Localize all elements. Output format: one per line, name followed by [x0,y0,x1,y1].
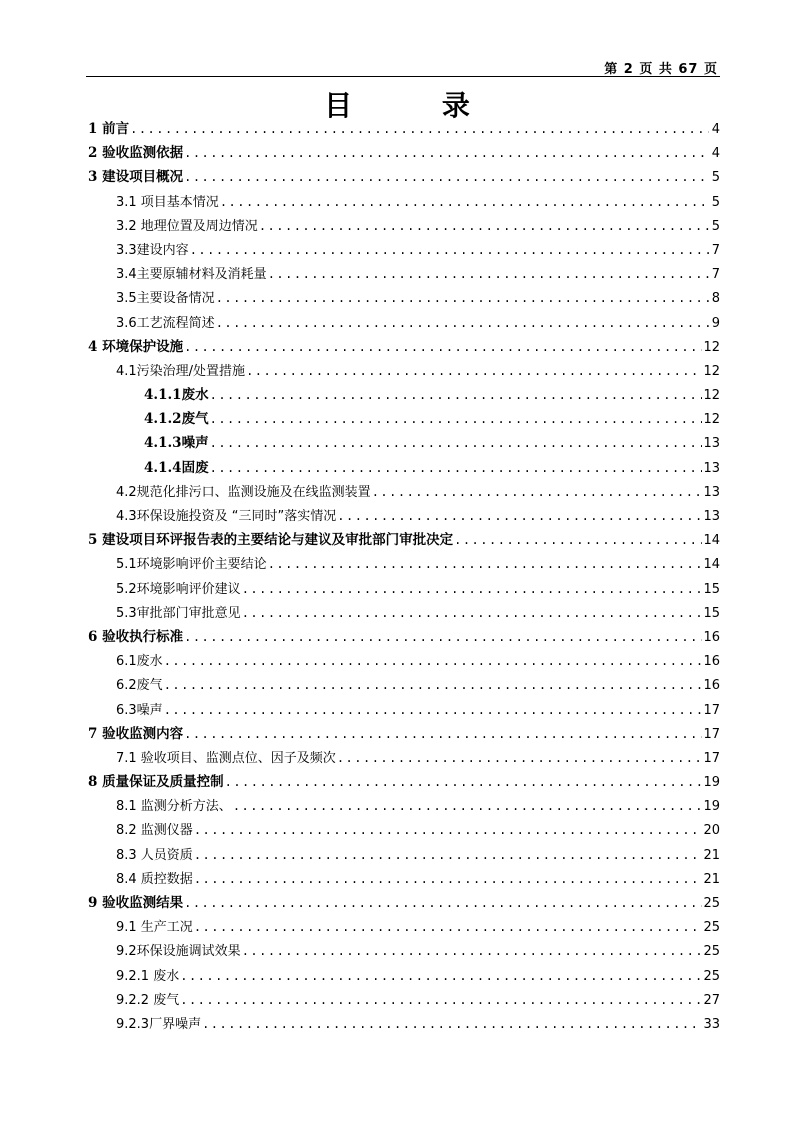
toc-entry[interactable] [88,383,720,407]
toc-entry-page: 9 [711,315,720,331]
toc-entry[interactable] [88,528,720,552]
toc-entry[interactable] [88,165,720,189]
toc-entry-page: 25 [703,968,720,984]
toc-entry-label: 4.1污染治理/处置措施 [116,363,246,379]
toc-entry-label: 1 前言 [88,121,130,137]
toc-entry-label: 4.3环保设施投资及 “三同时”落实情况 [116,509,337,524]
toc-dot-leader [202,1012,702,1036]
toc-entry[interactable] [88,794,720,818]
toc-entry-label: 9.2.3厂界噪声 [116,1016,202,1032]
toc-entry-label: 5.3审批部门审批意见 [116,605,241,621]
toc-entry-label: 3.3建设内容 [116,242,189,258]
toc-dot-leader [216,311,709,335]
table-of-contents [88,117,720,1036]
toc-entry-page: 27 [703,992,720,1008]
toc-entry[interactable] [88,141,720,165]
toc-entry[interactable] [88,698,720,722]
toc-entry-label: 4.1.4固废 [144,459,209,476]
toc-dot-leader [242,939,703,963]
toc-dot-leader [180,964,702,988]
toc-entry[interactable] [88,746,720,770]
toc-entry[interactable] [88,190,720,214]
toc-dot-leader [337,746,703,770]
toc-entry-label: 9.2环保设施调试效果 [116,944,241,960]
toc-entry[interactable] [88,964,720,988]
toc-entry-label: 8 质量保证及质量控制 [88,774,224,791]
toc-dot-leader [242,577,703,601]
toc-entry-label: 9 验收监测结果 [88,895,184,911]
page-indicator: 第 2 页 共 67 页 [604,62,718,77]
toc-entry-label: 9.2.1 废水 [116,968,180,984]
toc-dot-leader [164,649,703,673]
toc-entry-page: 17 [703,726,720,742]
toc-entry-page: 5 [711,194,720,210]
toc-dot-leader [210,431,703,455]
toc-entry[interactable] [88,262,720,286]
toc-entry-label: 8.4 质控数据 [116,871,193,887]
toc-dot-leader [194,915,703,939]
toc-entry-page: 7 [711,242,720,258]
toc-entry-label: 6.3噪声 [116,702,163,718]
toc-entry-label: 2 验收监测依据 [88,145,184,162]
toc-entry[interactable] [88,407,720,431]
toc-entry-label: 3.4主要原辅材料及消耗量 [116,267,267,283]
toc-dot-leader [337,504,702,528]
toc-entry-label: 8.1 监测分析方法、 [116,799,232,815]
toc-dot-leader [194,843,703,867]
toc-entry-page: 12 [703,388,720,404]
toc-entry-page: 16 [703,654,720,670]
toc-dot-leader [454,528,702,552]
toc-entry-label: 7 验收监测内容 [88,725,184,742]
toc-entry-label: 3 建设项目概况 [88,169,184,186]
toc-dot-leader [242,601,703,625]
toc-entry[interactable] [88,456,720,480]
toc-entry[interactable] [88,480,720,504]
toc-dot-leader [259,214,709,238]
toc-entry-page: 15 [703,581,720,597]
toc-dot-leader [164,673,703,697]
toc-entry[interactable] [88,988,720,1012]
toc-dot-leader [180,988,702,1012]
toc-entry-page: 21 [703,847,720,863]
toc-entry-page: 25 [703,944,720,960]
toc-entry[interactable] [88,238,720,262]
toc-entry-page: 4 [711,122,720,137]
toc-entry-label: 9.1 生产工况 [116,920,193,936]
toc-entry-label: 4.2规范化排污口、监测设施及在线监测装置 [116,484,371,500]
toc-entry-page: 7 [711,267,720,283]
toc-entry-label: 4 环境保护设施 [88,338,184,355]
toc-dot-leader [246,359,702,383]
toc-entry-page: 20 [703,823,720,839]
toc-dot-leader [184,165,709,189]
toc-dot-leader [268,552,703,576]
toc-entry-page: 12 [703,339,720,355]
toc-entry[interactable] [88,577,720,601]
toc-dot-leader [164,698,703,722]
toc-entry-label: 4.1.1废水 [144,387,209,404]
toc-entry[interactable] [88,843,720,867]
toc-entry-page: 13 [703,460,720,476]
toc-entry-label: 5.1环境影响评价主要结论 [116,557,267,573]
toc-entry-page: 5 [711,170,720,186]
toc-entry-page: 12 [703,363,720,379]
toc-entry-page: 13 [703,484,720,500]
toc-entry-label: 8.3 人员资质 [116,847,193,863]
toc-dot-leader [210,407,703,431]
toc-entry[interactable] [88,311,720,335]
toc-entry[interactable] [88,117,720,141]
toc-entry[interactable] [88,601,720,625]
toc-entry-page: 19 [703,775,720,791]
toc-entry-label: 9.2.2 废气 [116,992,180,1008]
toc-dot-leader [233,794,703,818]
toc-dot-leader [130,117,709,141]
toc-dot-leader [184,141,709,165]
toc-entry-page: 25 [703,896,720,911]
toc-entry-label: 3.1 项目基本情况 [116,194,219,210]
toc-entry-page: 17 [703,750,720,766]
toc-entry-label: 8.2 监测仪器 [116,823,193,839]
toc-entry-label: 6 验收执行标准 [88,628,184,645]
toc-entry[interactable] [88,552,720,576]
toc-entry[interactable] [88,649,720,673]
toc-entry[interactable] [88,673,720,697]
toc-entry-label: 3.5主要设备情况 [116,291,215,307]
toc-entry[interactable] [88,770,720,794]
toc-entry[interactable] [88,504,720,528]
toc-entry-page: 16 [703,678,720,694]
toc-dot-leader [225,770,703,794]
toc-entry-label: 5 建设项目环评报告表的主要结论与建议及审批部门审批决定 [88,532,454,549]
toc-entry-label: 5.2环境影响评价建议 [116,581,241,597]
toc-dot-leader [190,238,709,262]
toc-entry-label: 4.1.2废气 [144,411,209,428]
toc-entry-label: 4.1.3噪声 [144,435,209,452]
toc-entry-page: 13 [703,436,720,452]
toc-entry-label: 6.1废水 [116,654,163,670]
toc-entry-page: 25 [703,920,720,936]
toc-entry[interactable] [88,722,720,746]
toc-dot-leader [210,456,703,480]
toc-dot-leader [184,722,702,746]
toc-entry-page: 8 [711,291,720,307]
toc-entry-page: 14 [703,533,720,549]
toc-entry-label: 3.6工艺流程简述 [116,315,215,331]
toc-dot-leader [194,867,703,891]
toc-dot-leader [220,190,709,214]
toc-entry-page: 16 [703,629,720,645]
toc-dot-leader [216,286,709,310]
toc-entry[interactable] [88,1012,720,1036]
toc-dot-leader [184,625,702,649]
toc-entry-page: 12 [703,412,720,428]
toc-entry[interactable] [88,939,720,963]
toc-entry-page: 5 [711,218,720,234]
toc-dot-leader [372,480,703,504]
toc-entry[interactable] [88,818,720,842]
toc-entry[interactable] [88,867,720,891]
toc-entry[interactable] [88,214,720,238]
toc-entry[interactable] [88,891,720,915]
toc-entry[interactable] [88,286,720,310]
toc-entry-label: 7.1 验收项目、监测点位、因子及频次 [116,750,336,766]
toc-entry-label: 3.2 地理位置及周边情况 [116,218,258,234]
toc-entry[interactable] [88,359,720,383]
toc-entry-page: 4 [711,146,720,162]
toc-entry-page: 17 [703,702,720,718]
toc-entry-page: 13 [703,509,720,524]
toc-dot-leader [210,383,703,407]
toc-entry-page: 33 [703,1016,720,1032]
toc-entry-page: 14 [703,557,720,573]
toc-entry-page: 19 [703,799,720,815]
toc-entry-label: 6.2废气 [116,678,163,694]
toc-dot-leader [194,818,703,842]
toc-dot-leader [268,262,709,286]
toc-entry[interactable] [88,625,720,649]
page-header [86,58,720,77]
page-title: 目 录 [324,89,510,122]
toc-dot-leader [184,335,702,359]
toc-entry[interactable] [88,335,720,359]
toc-entry[interactable] [88,431,720,455]
toc-entry-page: 15 [703,605,720,621]
toc-entry-page: 21 [703,871,720,887]
toc-entry[interactable] [88,915,720,939]
toc-dot-leader [184,891,702,915]
